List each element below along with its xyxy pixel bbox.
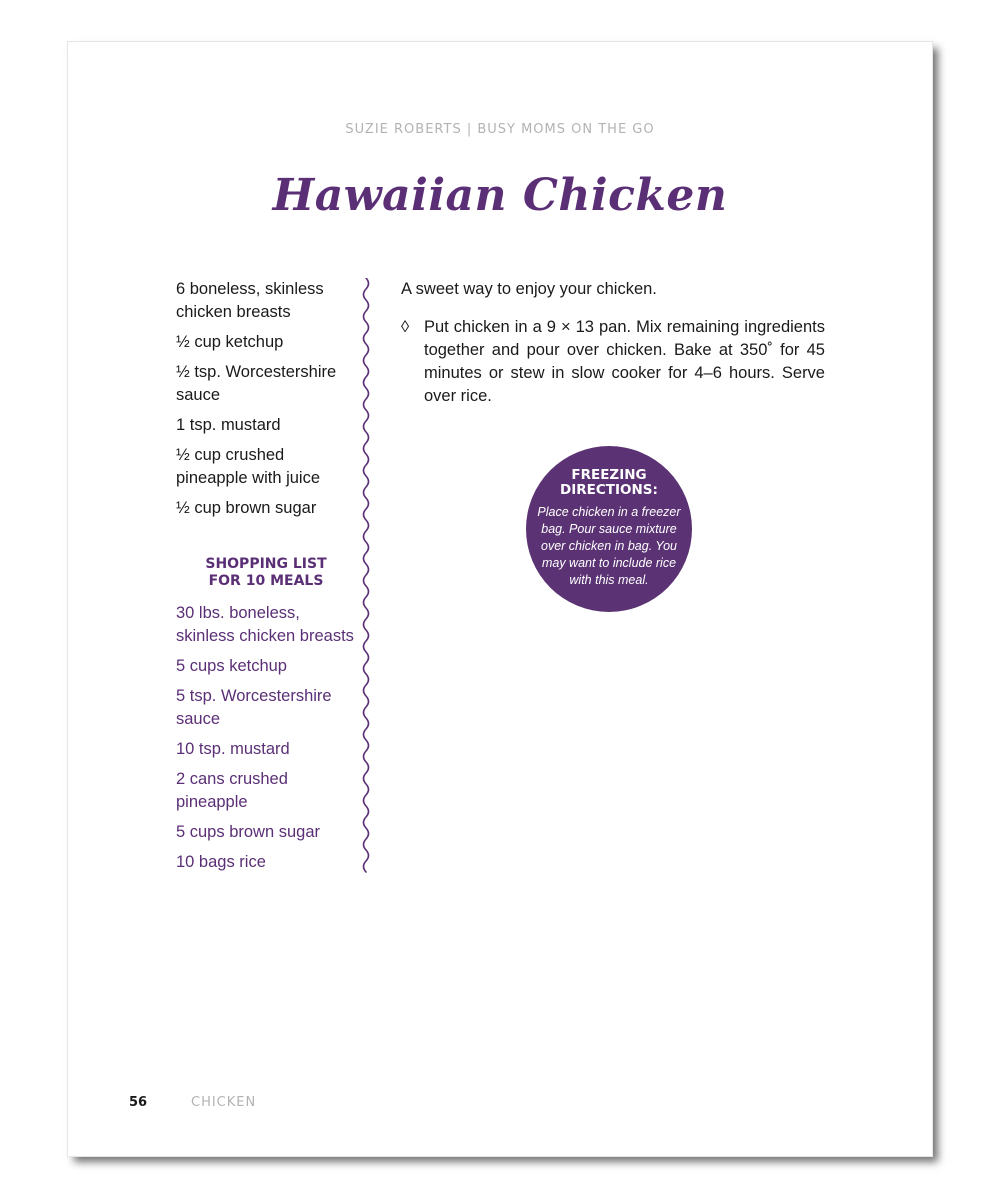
directions-column [401, 278, 825, 408]
footer-section-label: CHICKEN [191, 1095, 257, 1110]
shopping-list-item: 5 tsp. Worcestershire sauce [176, 687, 332, 728]
freezing-title-line: FREEZING [571, 467, 647, 483]
freezing-title-line: DIRECTIONS: [560, 482, 658, 498]
shopping-list-item: 2 cans crushed pineapple [176, 770, 288, 811]
shopping-list-title [176, 556, 356, 590]
direction-text: Put chicken in a 9 × 13 pan. Mix remaining ingredients together and pour over chicken. Bake at 350˚ for 45 minutes or stew in slow cooker for 4–6 hours. Serve over rice. [424, 318, 825, 405]
shopping-list-item: 10 tsp. mustard [176, 740, 290, 758]
page-number: 56 [129, 1095, 148, 1110]
recipe-intro: A sweet way to enjoy your chicken. [401, 280, 657, 298]
ingredient-item: ½ cup crushed pineapple with juice [176, 446, 321, 487]
ingredients-column [176, 278, 356, 881]
shopping-list-item: 5 cups brown sugar [176, 823, 320, 841]
running-header: SUZIE ROBERTS | BUSY MOMS ON THE GO [345, 122, 655, 137]
ingredient-item: ½ tsp. Worcestershire sauce [176, 363, 337, 404]
freezing-text: Place chicken in a freezer bag. Pour sauce mixture over chicken in bag. You may want to include rice with this meal. [537, 505, 681, 587]
ingredient-item: 6 boneless, skinless chicken breasts [176, 280, 324, 321]
book-page [68, 42, 932, 1156]
wavy-divider [360, 278, 372, 878]
shopping-list-item: 5 cups ketchup [176, 657, 287, 675]
freezing-title [526, 468, 692, 498]
recipe-title: Hawaiian Chicken [272, 170, 728, 221]
shopping-list-title-line: SHOPPING LIST [205, 556, 327, 572]
ingredient-item: ½ cup brown sugar [176, 499, 317, 517]
ingredient-item: ½ cup ketchup [176, 333, 284, 351]
ingredient-item: 1 tsp. mustard [176, 416, 281, 434]
diamond-bullet-icon: ◊ [401, 318, 410, 336]
shopping-list-item: 30 lbs. boneless, skinless chicken breasts [176, 604, 354, 645]
shopping-list-title-line: FOR 10 MEALS [208, 573, 324, 589]
direction-step [401, 316, 825, 408]
shopping-list-item: 10 bags rice [176, 853, 266, 871]
freezing-directions-circle [526, 446, 692, 612]
